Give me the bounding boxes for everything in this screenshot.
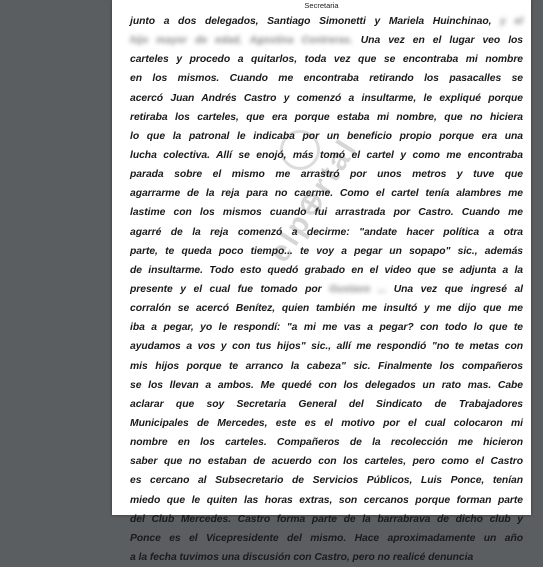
text-line: en los mismos. Cuando me encontraba retirando los pasacalles se xyxy=(130,73,523,85)
text-line: mis hijos porque te arranco la cabeza" sic. Finalmente los compañeros xyxy=(130,360,523,372)
text-line: nombre en los carteles. Compañeros de la recolección me hicieron xyxy=(130,437,523,449)
text-line: Municipales de Mercedes, este es el motivo por el cual colocaron mi xyxy=(130,417,523,429)
text-line: saber que no estaban de acuerdo con los carteles, pero como el Castro xyxy=(130,456,523,468)
text-line: aclarar que soy Secretaria General del Sindicato de Trabajadores xyxy=(130,398,523,410)
text-line: retiraba los carteles, que era porque estaba mi nombre, que no hiciera xyxy=(130,111,523,123)
text-line: es cercano al Subsecretario de Servicios Públicos, Luis Ponce, tenían xyxy=(130,475,523,487)
text-line: presente y el cual fue tomado por Gustavo ... Una vez que ingresé al xyxy=(130,283,523,295)
text-line: agarrarme de la reja para no caerme. Como el cartel tenía alambres me xyxy=(130,188,523,200)
watermark: elp⊕rtal xyxy=(262,132,365,269)
text-line: iba a pegar, yo le respondí: "a mi me vas a pegar? con todo lo que te xyxy=(130,322,523,334)
text-line: parte, te queda poco tiempo... te voy a pegar un sopapo" sic., además xyxy=(130,245,523,257)
text-line: lastime con los mismos cuando fui arrastrada por Castro. Cuando me xyxy=(130,207,523,219)
text-line: a la fecha tuvimos una discusión con Castro, pero no realicé denuncia xyxy=(130,551,474,563)
text-line: del Club Mercedes. Castro forma parte de la barrabrava de dicho club y xyxy=(130,513,523,525)
text-line: parada sobre el mismo me arrastró por unos metros y tuve que xyxy=(130,169,523,181)
redacted-text: y el xyxy=(500,16,523,27)
text-line: junto a dos delegados, Santiago Simonetti y Mariela Huinchinao, y el xyxy=(130,16,523,27)
text-line: lucha colectiva. Allí se enojó, más tomó el cartel y como me encontraba xyxy=(130,149,523,161)
text-line: se los llevan a ambos. Me quedé con los delegados un rato mas. Cabe xyxy=(130,379,523,391)
text-line: ayudamos a vos y con tus hijos" sic., allí me respondió "no te metas con xyxy=(130,341,523,353)
document-page xyxy=(112,0,531,563)
text-line: Ponce es el Vicepresidente del mismo. Hace aproximadamente un año xyxy=(130,532,523,544)
redacted-text: hijo mayor de edad, Agostina Contreras. xyxy=(130,35,353,47)
text-line: carteles y procedo a quitarlos, toda vez que se encontraba mi nombre xyxy=(130,54,523,66)
text-line: hijo mayor de edad, Agostina Contreras. Una vez en el lugar veo los xyxy=(130,35,523,47)
text-line: agarré de la reja comenzó a decirme: "andate hacer política a otra xyxy=(130,226,523,238)
text-line: corralón se acercó Benítez, quien también me insultó y me dijo que me xyxy=(130,303,523,315)
text-line: miedo que le quiten las horas extras, son cercanos porque forman parte xyxy=(130,494,523,506)
text-line: lo que la patronal le indicaba por un beneficio propio porque era una xyxy=(130,130,523,142)
redacted-text: Gustavo ... xyxy=(329,283,387,295)
text-line: de insultarme. Todo esto quedó grabado en el video que se adjunta a la xyxy=(130,264,523,276)
text-line: acercó Juan Andrés Castro y comenzó a insultarme, le expliqué porque xyxy=(130,92,523,104)
page-header-label: Secretaria xyxy=(304,1,339,10)
document-body xyxy=(130,12,523,567)
